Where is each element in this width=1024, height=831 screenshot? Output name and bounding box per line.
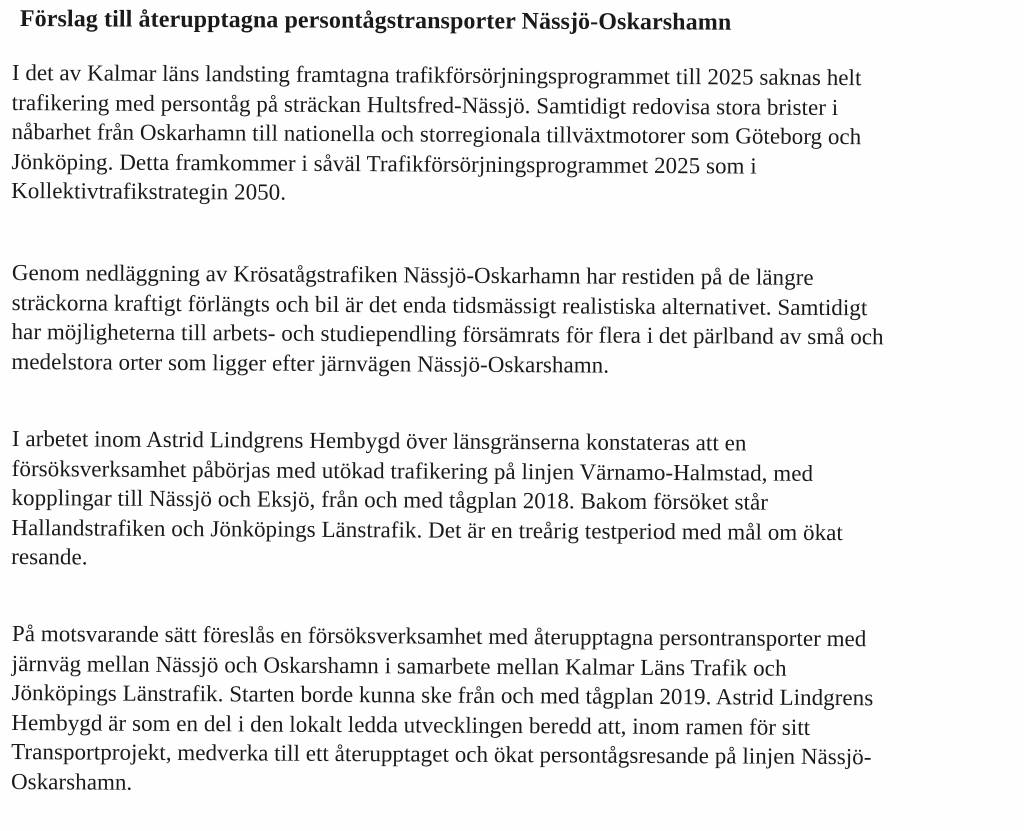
paragraph-line: Hallandstrafiken och Jönköpings Länstrafik. Det är en treårig testperiod med mål om ökat — [11, 514, 843, 545]
paragraph-1 — [11, 58, 862, 211]
paragraph-line: trafikering med persontåg på sträckan Hultsfred-Nässjö. Samtidigt redovisa stora brister i — [11, 89, 839, 120]
document-title: Förslag till återupptagna persontågstransporter Nässjö-Oskarshamn — [19, 5, 732, 36]
paragraph-line: medelstora orter som ligger efter järnvägen Nässjö-Oskarshamn. — [11, 348, 610, 378]
paragraph-line: Transportprojekt, medverka till ett återupptaget och ökat persontågsresande på linjen Nässjö- — [11, 738, 872, 770]
paragraph-line: Jönköpings Länstrafik. Starten borde kunna ske från och med tågplan 2019. Astrid Lindgrens — [11, 679, 874, 711]
paragraph-line: järnväg mellan Nässjö och Oskarshamn i samarbete mellan Kalmar Läns Trafik och — [11, 650, 787, 681]
paragraph-line: I det av Kalmar läns landsting framtagna trafikförsörjningsprogrammet till 2025 saknas helt — [11, 59, 862, 91]
paragraph-line: Hembygd är som en del i den lokalt ledda utvecklingen beredd att, inom ramen för sitt — [11, 709, 811, 740]
paragraph-line: Oskarshamn. — [10, 768, 133, 795]
paragraph-line: kopplingar till Nässjö och Eksjö, från och med tågplan 2018. Bakom försöket står — [11, 484, 769, 515]
paragraph-line: I arbetet inom Astrid Lindgrens Hembygd över länsgränserna konstateras att en — [11, 425, 747, 456]
paragraph-4 — [11, 619, 874, 801]
paragraph-line: Genom nedläggning av Krösatågstrafiken Nässjö-Oskarhamn har restiden på de längre — [11, 259, 814, 290]
paragraph-line: har möjligheterna till arbets- och studiependling försämrats för flera i det pärlband av små och — [11, 318, 884, 350]
paragraph-line: Jönköping. Detta framkommer i såväl Trafikförsörjningsprogrammet 2025 som i — [11, 148, 757, 179]
paragraph-line: nåbarhet från Oskarhamn till nationella och storregionala tillväxtmotorer som Göteborg och — [11, 118, 862, 150]
paragraph-line: På motsvarande sätt föreslås en försöksverksamhet med återupptagna persontransporter med — [11, 620, 867, 652]
paragraph-line: Kollektivtrafikstrategin 2050. — [11, 177, 287, 205]
paragraph-3 — [11, 424, 843, 577]
paragraph-line: försöksverksamhet påbörjas med utökad trafikering på linjen Värnamo-Halmstad, med — [11, 455, 814, 486]
paragraph-line: resande. — [11, 543, 88, 570]
paragraph-line: sträckorna kraftigt förlängts och bil är det enda tidsmässigt realistiska alternativet. Samtidigt — [11, 289, 868, 320]
paragraph-2 — [11, 258, 884, 381]
